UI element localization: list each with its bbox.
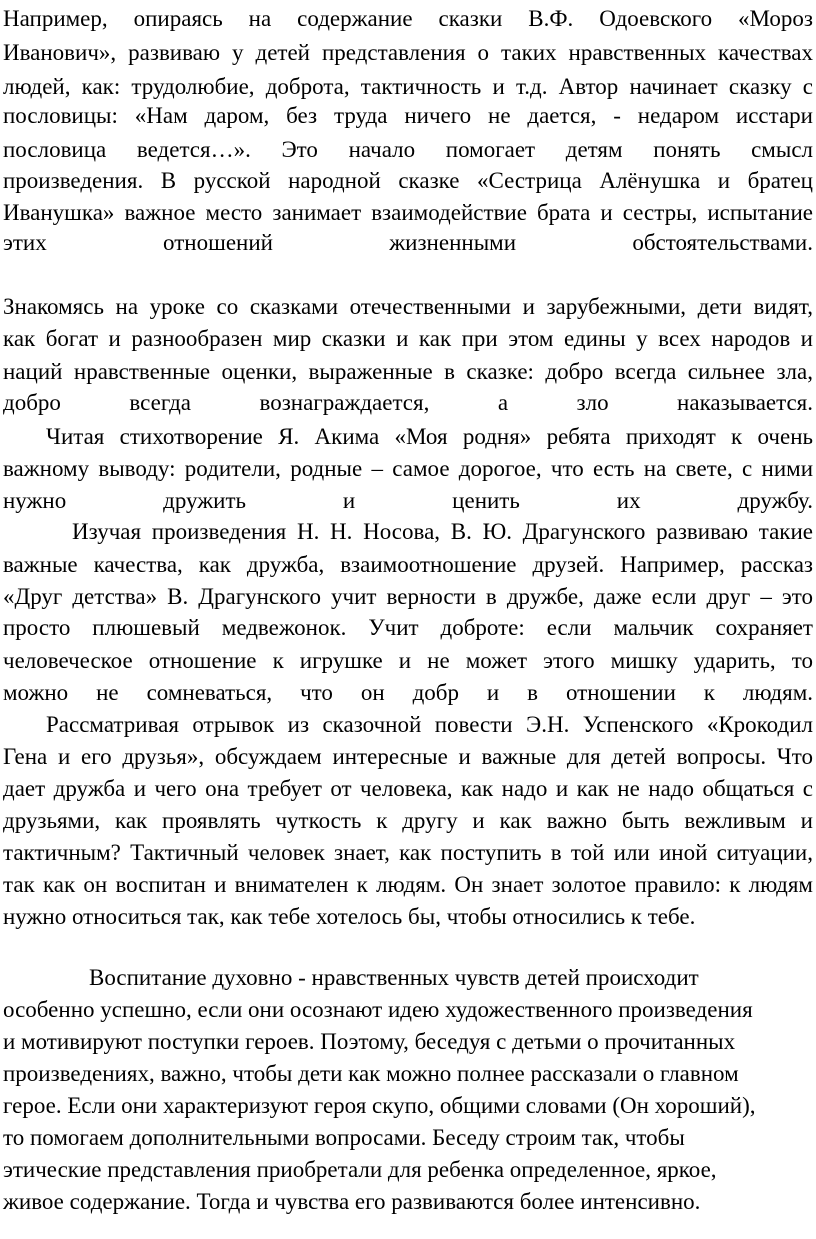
text-line: Например, опираясь на содержание сказки В.Ф. Одоевского «Мороз (3, 6, 813, 31)
text-line: «Друг детства» В. Драгунского учит верности в дружбе, даже если друг – это (3, 584, 813, 609)
text-line: то помогаем дополнительными вопросами. Беседу строим так, чтобы (3, 1125, 685, 1150)
text-line: этические представления приобретали для ребенка определенное, яркое, (3, 1157, 717, 1182)
text-line: Знакомясь на уроке со сказками отечественными и зарубежными, дети видят, (3, 294, 813, 319)
text-line: этих отношений жизненными обстоятельствами. (3, 230, 813, 255)
text-line: человеческое отношение к игрушке и не может этого мишку ударить, то (3, 648, 813, 673)
text-line: произведениях, важно, чтобы дети как можно полнее рассказали о главном (3, 1061, 739, 1086)
text-line: важному выводу: родители, родные – самое дорогое, что есть на свете, с ними (3, 456, 813, 481)
text-line: Иванушка» важное место занимает взаимодействие брата и сестры, испытание (3, 200, 813, 225)
text-line: живое содержание. Тогда и чувства его развиваются более интенсивно. (3, 1189, 701, 1214)
text-line: пословица ведется…». Это начало помогает детям понять смысл (3, 137, 813, 162)
text-line: важные качества, как дружба, взаимоотношение друзей. Например, рассказ (3, 552, 813, 577)
text-line: и мотивируют поступки героев. Поэтому, беседуя с детьми о прочитанных (3, 1029, 736, 1054)
text-line: просто плюшевый медвежонок. Учит доброте: если мальчик сохраняет (3, 615, 813, 640)
text-line: Рассматривая отрывок из сказочной повести Э.Н. Успенского «Крокодил (46, 712, 813, 737)
text-line: Изучая произведения Н. Н. Носова, В. Ю. Драгунского развиваю такие (72, 519, 813, 544)
text-line: друзьями, как проявлять чуткость к другу и как важно быть вежливым и (3, 808, 813, 833)
text-line: Иванович», развиваю у детей представления о таких нравственных качествах (3, 40, 813, 65)
text-line: Читая стихотворение Я. Акима «Моя родня» ребята приходят к очень (46, 424, 813, 449)
text-line: как богат и разнообразен мир сказки и как при этом едины у всех народов и (3, 326, 813, 351)
text-line: Воспитание духовно - нравственных чувств детей происходит (89, 965, 699, 990)
text-line: особенно успешно, если они осознают идею художественного произведения (3, 997, 753, 1022)
text-line: тактичным? Тактичный человек знает, как поступить в той или иной ситуации, (3, 840, 813, 865)
text-line: пословицы: «Нам даром, без труда ничего не дается, - недаром исстари (3, 103, 813, 128)
text-line: дает дружба и чего она требует от человека, как надо и как не надо общаться с (3, 776, 813, 801)
text-line: нужно относиться так, как тебе хотелось бы, чтобы относились к тебе. (3, 904, 696, 929)
text-line: наций нравственные оценки, выраженные в сказке: добро всегда сильнее зла, (3, 359, 813, 384)
text-line: произведения. В русской народной сказке «Сестрица Алёнушка и братец (3, 168, 813, 193)
text-line: так как он воспитан и внимателен к людям. Он знает золотое правило: к людям (3, 872, 813, 897)
text-line: Гена и его друзья», обсуждаем интересные и важные для детей вопросы. Что (3, 744, 813, 769)
text-line: добро всегда вознаграждается, а зло наказывается. (3, 390, 813, 415)
text-line: нужно дружить и ценить их дружбу. (3, 488, 813, 513)
text-line: герое. Если они характеризуют героя скупо, общими словами (Он хороший), (3, 1093, 756, 1118)
text-line: людей, как: трудолюбие, доброта, тактичность и т.д. Автор начинает сказку с (3, 74, 813, 99)
text-line: можно не сомневаться, что он добр и в отношении к людям. (3, 680, 813, 705)
